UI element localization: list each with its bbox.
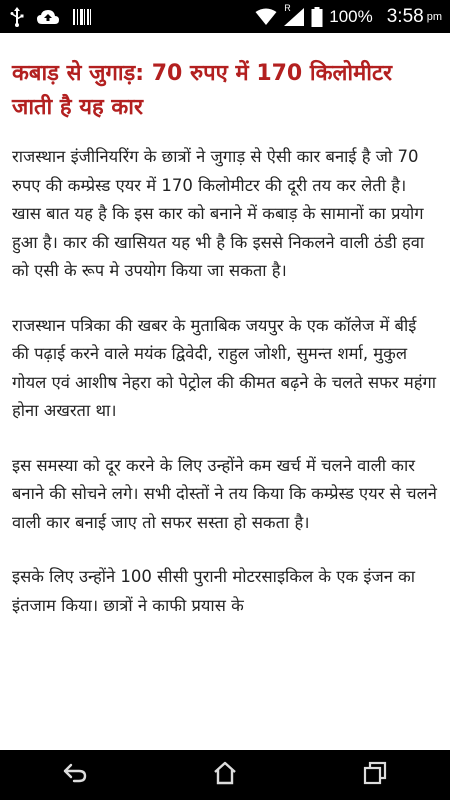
status-bar <box>0 0 450 33</box>
back-button[interactable] <box>45 755 105 795</box>
article-title: कबाड़ से जुगाड़: 70 रुपए में 170 किलोमीटर जाती है यह कार <box>12 61 393 120</box>
cloud-upload-icon <box>36 8 60 26</box>
system-status <box>255 2 450 28</box>
article-paragraph: इस समस्या को दूर करने के लिए उन्होंने कम खर्च में चलने वाली कार बनाने की सोचने लगे। सभी दोस्तों ने तय किया कि कम्प्रेस्ड एयर से चलने वाली कार बनाई जाए तो सफर सस्ता हो सकता है। <box>12 455 437 532</box>
article-view[interactable] <box>0 33 450 750</box>
wifi-icon <box>255 8 277 26</box>
home-icon <box>212 761 238 789</box>
article-paragraph: राजस्थान इंजीनियरिंग के छात्रों ने जुगाड़ से ऐसी कार बनाई है जो 70 रुपए की कम्प्रेस्ड एयर में 170 किलोमीटर की दूरी तय कर लेती है। खास बात यह है कि इस कार को बनाने में कबाड़ के सामानों का प्रयोग हुआ है। कार की खासियत यह भी है कि इससे निकलने वाली ठंडी हवा को एसी के रूप मे उपयोग किया जा सकता है। <box>12 147 425 280</box>
back-icon <box>62 762 88 788</box>
recents-button[interactable] <box>345 755 405 795</box>
home-button[interactable] <box>195 755 255 795</box>
roaming-indicator: R <box>284 2 291 13</box>
notification-icons <box>0 7 92 27</box>
signal-icon <box>283 2 305 27</box>
clock-ampm: pm <box>426 10 442 23</box>
barcode-icon <box>72 7 92 27</box>
battery-icon <box>311 7 323 27</box>
navigation-bar <box>0 750 450 800</box>
clock-time: 3:58 <box>386 5 424 27</box>
article-paragraph: इसके लिए उन्होंने 100 सीसी पुरानी मोटरसाइकिल के एक इंजन का इंतजाम किया। छात्रों ने काफी प्रयास के <box>12 567 416 615</box>
battery-percent: 100% <box>329 6 373 26</box>
article-body <box>12 143 438 620</box>
recents-icon <box>363 761 387 789</box>
article-paragraph: राजस्थान पत्रिका की खबर के मुताबिक जयपुर के एक कॉलेज में बीई की पढ़ाई करने वाले मयंक द्विवेदी, राहुल जोशी, सुमन्त शर्मा, मुकुल गोयल एवं आशीष नेहरा को पेट्रोल की कीमत बढ़ने के चलते सफर महंगा होना अखरता था। <box>12 315 437 420</box>
usb-icon <box>10 7 24 27</box>
